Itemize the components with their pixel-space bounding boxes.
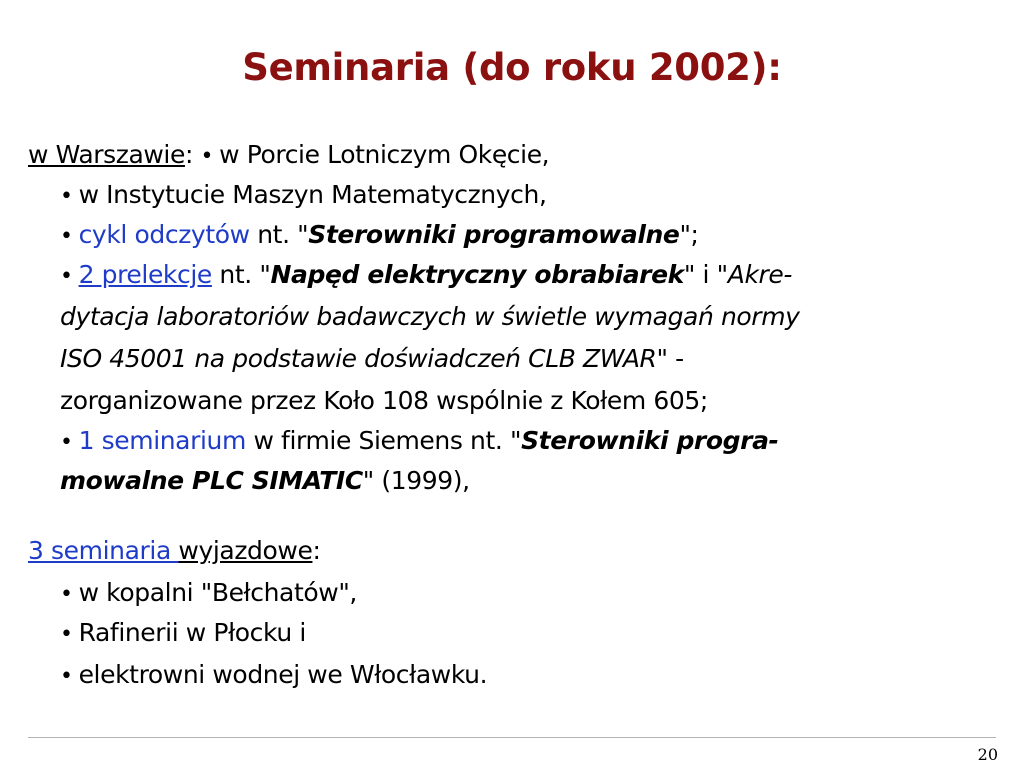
warsaw-item-airport: w Porcie Lotniczym Okęcie, xyxy=(219,140,550,169)
bullet-icon: • xyxy=(60,224,73,249)
bullet-icon: • xyxy=(60,184,73,209)
field-item-refinery: Rafinerii w Płocku i xyxy=(78,618,306,647)
seminar-pre: w firmie Siemens nt. " xyxy=(245,426,522,455)
warsaw-heading-line xyxy=(28,135,549,177)
prelections-topic2-line1: Akre- xyxy=(727,260,793,289)
field-heading-line xyxy=(28,531,320,571)
field-item-line xyxy=(60,613,306,655)
bullet-icon: • xyxy=(60,264,73,289)
seminar-topic-line2: mowalne PLC SIMATIC xyxy=(60,466,363,495)
footer-divider xyxy=(28,737,996,738)
bullet-icon: • xyxy=(200,144,214,169)
warsaw-item-institute: w Instytucie Maszyn Matematycznych, xyxy=(78,180,547,209)
prelections-continued-line xyxy=(60,297,800,337)
prelections-link[interactable]: 2 prelekcje xyxy=(78,260,212,289)
seminar-topic-line1: Sterowniki progra- xyxy=(521,426,779,455)
warsaw-label: w Warszawie xyxy=(28,140,185,169)
page-number: 20 xyxy=(977,745,998,764)
bullet-icon: • xyxy=(60,430,73,455)
prelections-mid: " i " xyxy=(683,260,728,289)
cycle-topic: Sterowniki programowalne xyxy=(308,220,680,249)
cycle-post: "; xyxy=(679,220,699,249)
field-item-line xyxy=(60,573,357,615)
field-colon: : xyxy=(312,536,321,565)
prelections-continued-line xyxy=(60,339,684,379)
prelections-continued-line xyxy=(60,381,708,421)
seminar-post: " (1999), xyxy=(362,466,470,495)
warsaw-seminar-line xyxy=(60,421,779,463)
warsaw-prelections-line xyxy=(60,255,792,297)
prelections-topic: Napęd elektryczny obrabiarek xyxy=(270,260,684,289)
bullet-icon: • xyxy=(60,582,73,607)
warsaw-item-line xyxy=(60,175,547,217)
warsaw-colon: : xyxy=(184,140,193,169)
warsaw-cycle-line xyxy=(60,215,699,257)
prelections-topic2-line3: ISO 45001 na podstawie doświadczeń CLB ZWAR xyxy=(60,344,657,373)
prelections-pre: nt. " xyxy=(211,260,271,289)
field-item-powerplant: elektrowni wodnej we Włocławku. xyxy=(78,660,488,689)
field-item-line xyxy=(60,655,487,697)
field-link[interactable]: 3 seminaria xyxy=(28,536,179,565)
seminar-continued-line xyxy=(60,461,470,501)
bullet-icon: • xyxy=(60,622,73,647)
field-item-mine: w kopalni "Bełchatów", xyxy=(78,578,357,607)
cycle-pre: nt. " xyxy=(249,220,309,249)
slide-title: Seminaria (do roku 2002): xyxy=(242,46,782,89)
field-label: wyjazdowe xyxy=(178,536,313,565)
prelections-organizer: zorganizowane przez Koło 108 wspólnie z Kołem 605; xyxy=(60,386,708,415)
bullet-icon: • xyxy=(60,664,73,689)
cycle-link[interactable]: cykl odczytów xyxy=(78,220,250,249)
seminar-link[interactable]: 1 seminarium xyxy=(78,426,246,455)
prelections-topic2-line2: dytacja laboratoriów badawczych w świetle wymagań normy xyxy=(60,302,800,331)
prelections-post: " - xyxy=(656,344,684,373)
